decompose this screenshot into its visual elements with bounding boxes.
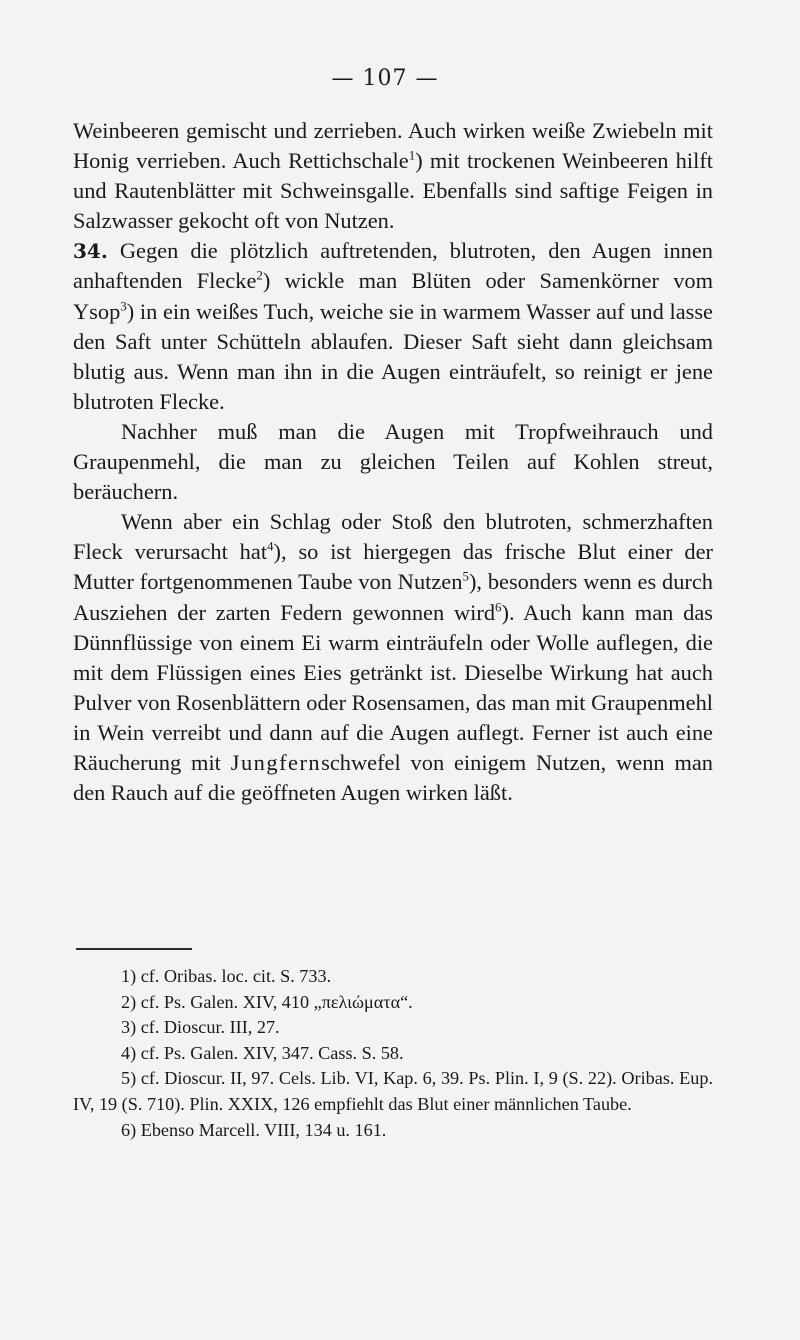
footnote: 2) cf. Ps. Galen. XIV, 410 „πελιώματα“. <box>121 991 413 1012</box>
paragraph-continuation: Weinbeeren gemischt und zerrieben. Auch wirken weiße Zwiebeln mit Honig verrieben. Auch Rettichschale$^1$) mit trockenen Weinbeeren hilft und Rautenblätter mit Schweinsgalle. Ebenfalls sind saftige Feigen in Salzwasser gekocht oft von Nutzen. <box>73 118 713 234</box>
footnotes <box>73 964 713 1143</box>
footnote: 4) cf. Ps. Galen. XIV, 347. Cass. S. 58. <box>121 1042 404 1063</box>
paragraph-section-34: 34. Gegen die plötzlich auftretenden, blutroten, den Augen innen anhaftenden Flecke$^2$) wickle man Blüten oder Samenkörner vom Ysop$^3$) in ein weißes Tuch, weiche sie in warmem Wasser auf und lasse den Saft unter Schütteln ablaufen. Dieser Saft sieht dann gleichsam blutig aus. Wenn man ihn in die Augen einträufelt, so reinigt er jene blutroten Flecke. <box>73 238 714 414</box>
paragraph-blow: Wenn aber ein Schlag oder Stoß den blutroten, schmerzhaften Fleck verursacht hat$^4$), so ist hiergegen das frische Blut einer der Mutter fortgenommenen Taube von Nutzen$^5$), besonders wenn es durch Ausziehen der zarten Federn gewonnen wird$^6$). Auch kann man das Dünnflüssige von einem Ei warm einträufeln oder Wolle auflegen, die mit dem Flüssigen eines Eies getränkt ist. Dieselbe Wirkung hat auch Pulver von Rosenblättern oder Rosensamen, das man mit Graupenmehl in Wein verreibt und dann auf die Augen auflegt. Ferner ist auch eine Räucherung mit Jungfernschwefel von einigem Nutzen, wenn man den Rauch auf die geöffneten Augen wirken läßt. <box>73 509 713 806</box>
footnote-ref-2: 2 <box>256 268 263 283</box>
main-text <box>73 116 713 808</box>
footnote: 1) cf. Oribas. loc. cit. S. 733. <box>121 966 332 986</box>
footnote-ref-5: 5 <box>462 568 469 584</box>
footnote: 3) cf. Dioscur. III, 27. <box>121 1017 280 1038</box>
footnote-ref-1: 1 <box>408 147 416 163</box>
footnote: 5) cf. Dioscur. II, 97. Cels. Lib. VI, Kap. 6, 39. Ps. Plin. I, 9 (S. 22). Oribas. Eup. IV, 19 (S. 710). Plin. XXIX, 126 empfiehlt das Blut einer männlichen Taube. <box>73 1068 713 1114</box>
footnote: 6) Ebenso Marcell. VIII, 134 u. 161. <box>121 1119 387 1140</box>
footnote-ref-3: 3 <box>120 298 127 314</box>
footnote-divider <box>76 948 192 950</box>
section-number: 34. <box>73 239 108 264</box>
spaced-word: Jungfern <box>230 749 322 775</box>
paragraph-fumigation: Nachher muß man die Augen mit Tropfweihrauch und Graupenmehl, die man zu gleichen Teilen auf Kohlen streut, beräuchern. <box>73 418 713 505</box>
footnote-ref-6: 6 <box>495 599 502 615</box>
page-number: — 107 — <box>331 66 439 91</box>
footnote-ref-4: 4 <box>267 538 274 554</box>
